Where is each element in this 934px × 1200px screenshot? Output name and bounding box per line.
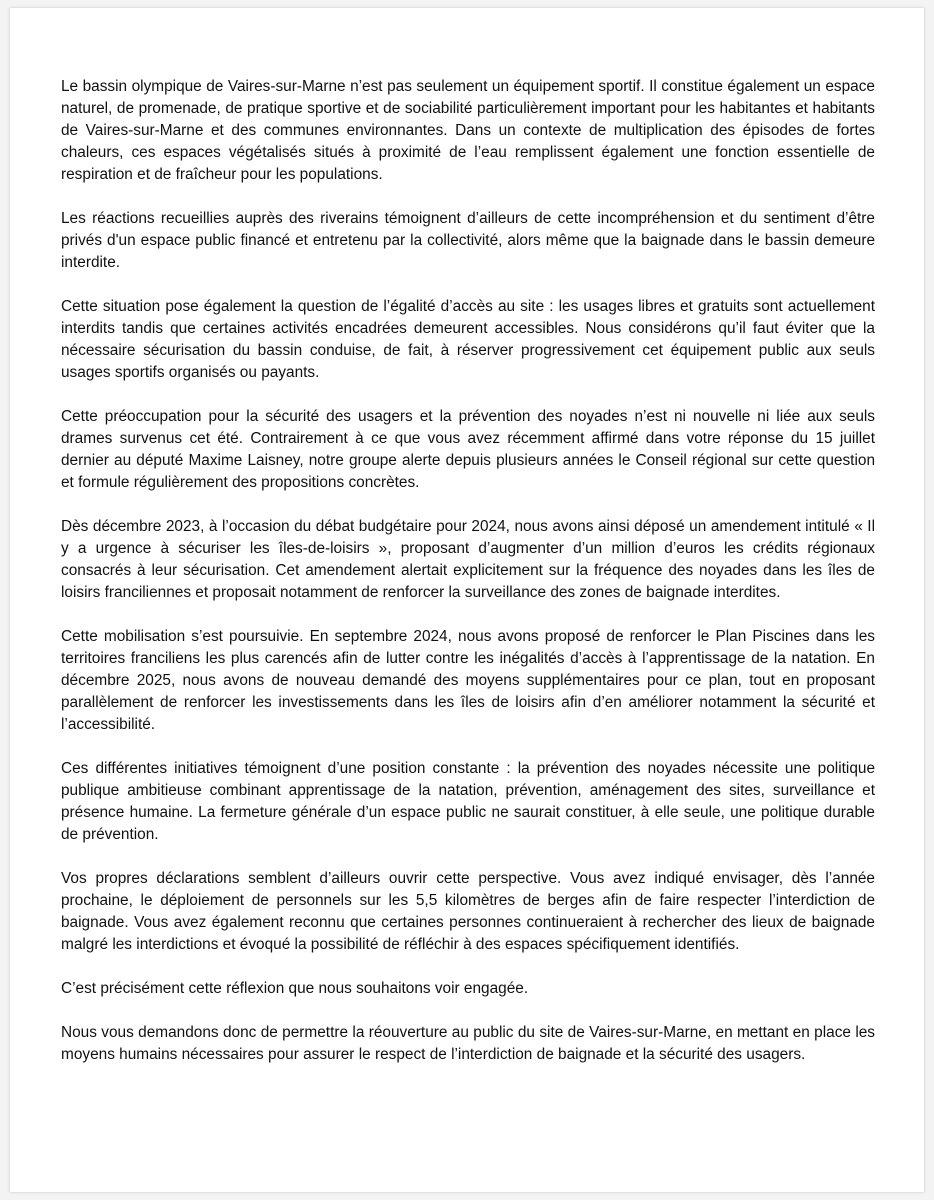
paragraph: C’est précisément cette réflexion que nous souhaitons voir engagée. xyxy=(61,980,529,997)
paragraph: Le bassin olympique de Vaires-sur-Marne n’est pas seulement un équipement sportif. Il constitue également un espace naturel, de promenade, de pratique sportive et de sociabilité particulièrement important pour les habitantes et habitants de Vaires-sur-Marne et des communes environnantes. Dans un contexte de multiplication des épisodes de fortes chaleurs, ces espaces végétalisés situés à proximité de l’eau remplissent également une fonction essentielle de respiration et de fraîcheur pour les populations. xyxy=(61,78,875,183)
paragraph: Vos propres déclarations semblent d’ailleurs ouvrir cette perspective. Vous avez indiqué envisager, dès l’année prochaine, le déploiement de personnels sur les 5,5 kilomètres de berges afin de faire respecter l’interdiction de baignade. Vous avez également reconnu que certaines personnes continueraient à rechercher des lieux de baignade malgré les interdictions et évoqué la possibilité de réfléchir à des espaces spécifiquement identifiés. xyxy=(61,870,875,953)
paragraph: Dès décembre 2023, à l’occasion du débat budgétaire pour 2024, nous avons ainsi déposé un amendement intitulé « Il y a urgence à sécuriser les îles-de-loisirs », proposant d’augmenter d’un million d’euros les crédits régionaux consacrés à leur sécurisation. Cet amendement alertait explicitement sur la fréquence des noyades dans les îles de loisirs franciliennes et proposait notamment de renforcer la surveillance des zones de baignade interdites. xyxy=(61,518,875,601)
paragraph: Ces différentes initiatives témoignent d’une position constante : la prévention des noyades nécessite une politique publique ambitieuse combinant apprentissage de la natation, prévention, aménagement des sites, surveillance et présence humaine. La fermeture générale d’un espace public ne saurait constituer, à elle seule, une politique durable de prévention. xyxy=(61,760,875,843)
paragraph: Cette situation pose également la question de l’égalité d’accès au site : les usages libres et gratuits sont actuellement interdits tandis que certaines activités encadrées demeurent accessibles. Nous considérons qu’il faut éviter que la nécessaire sécurisation du bassin conduise, de fait, à réserver progressivement cet équipement public aux seuls usages sportifs organisés ou payants. xyxy=(61,298,875,381)
paragraph: Cette préoccupation pour la sécurité des usagers et la prévention des noyades n’est ni nouvelle ni liée aux seuls drames survenus cet été. Contrairement à ce que vous avez récemment affirmé dans votre réponse du 15 juillet dernier au député Maxime Laisney, notre groupe alerte depuis plusieurs années le Conseil régional sur cette question et formule régulièrement des propositions concrètes. xyxy=(61,408,875,491)
paragraph: Nous vous demandons donc de permettre la réouverture au public du site de Vaires-sur-Marne, en mettant en place les moyens humains nécessaires pour assurer le respect de l’interdiction de baignade et la sécurité des usagers. xyxy=(61,1024,875,1063)
document-page xyxy=(10,8,924,1192)
document-body xyxy=(61,76,875,1088)
paragraph: Cette mobilisation s’est poursuivie. En septembre 2024, nous avons proposé de renforcer le Plan Piscines dans les territoires franciliens les plus carencés afin de lutter contre les inégalités d’accès à l’apprentissage de la natation. En décembre 2025, nous avons de nouveau demandé des moyens supplémentaires pour ce plan, tout en proposant parallèlement de renforcer les investissements dans les îles de loisirs afin d’en améliorer notamment la sécurité et l’accessibilité. xyxy=(61,628,875,733)
paragraph: Les réactions recueillies auprès des riverains témoignent d’ailleurs de cette incompréhension et du sentiment d’être privés d'un espace public financé et entretenu par la collectivité, alors même que la baignade dans le bassin demeure interdite. xyxy=(61,210,875,271)
